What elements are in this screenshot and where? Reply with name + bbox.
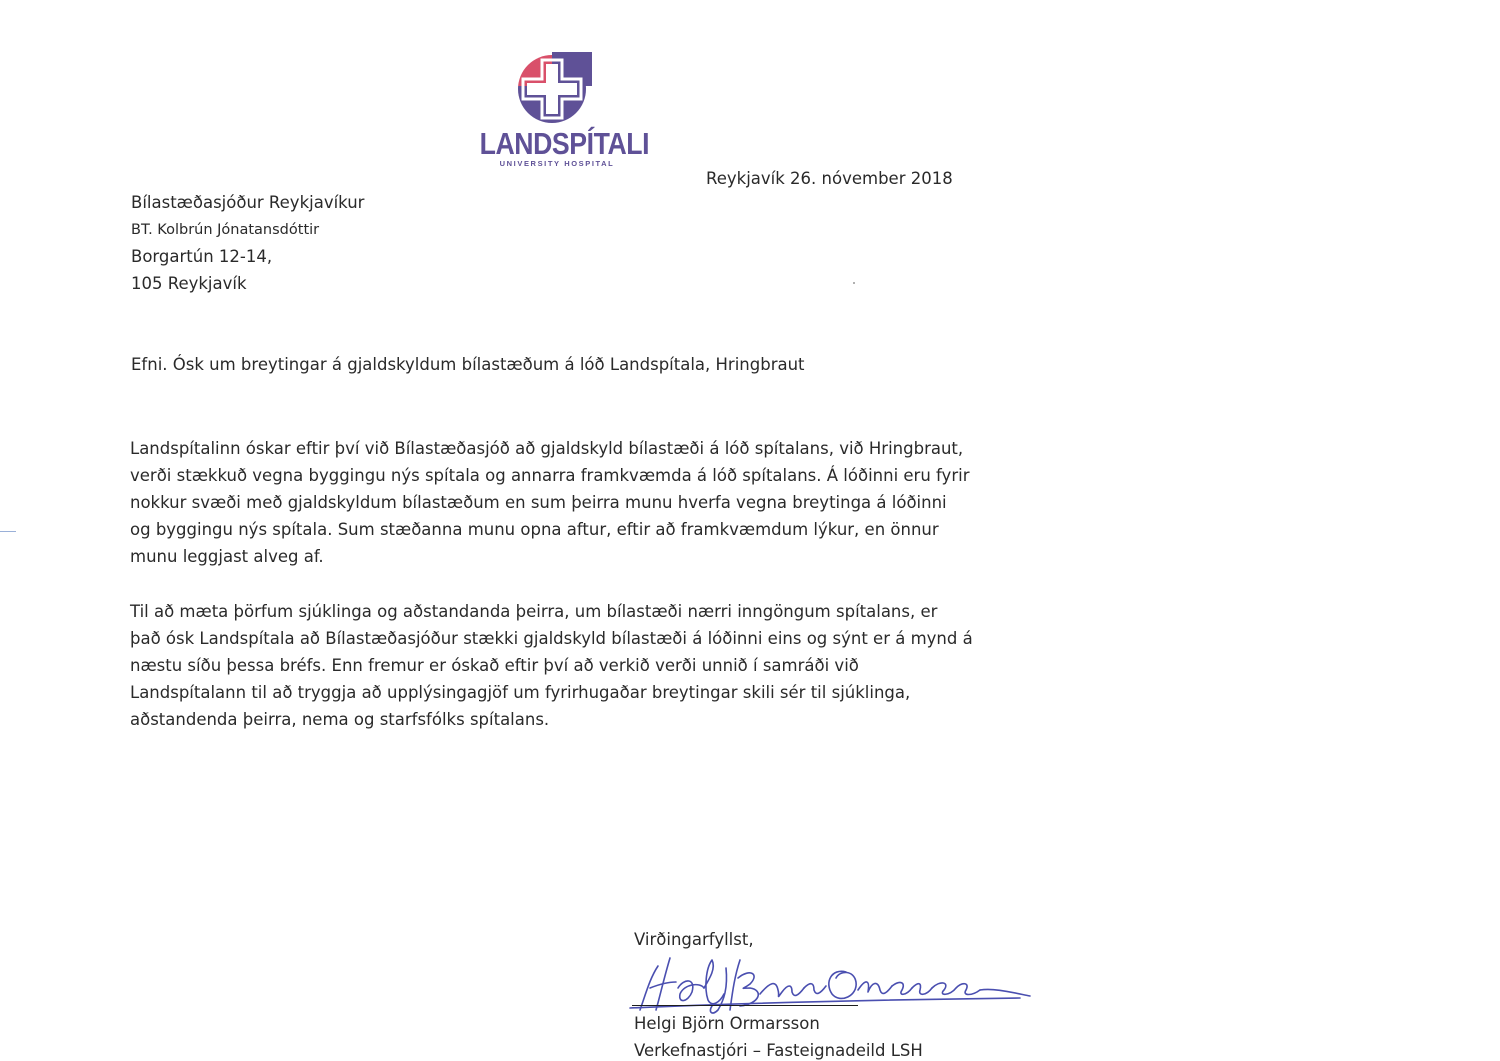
paragraph-line: aðstandenda þeirra, nema og starfsfólks spítalans. — [130, 710, 550, 729]
paragraph-line: það ósk Landspítala að Bílastæðasjóður stækki gjaldskyld bílastæði á lóðinni eins og sýnt er á mynd á — [130, 629, 973, 648]
subject-line: Efni. Ósk um breytingar á gjaldskyldum bílastæðum á lóð Landspítala, Hringbraut — [131, 355, 805, 374]
letter-date: Reykjavík 26. nóvember 2018 — [706, 169, 953, 188]
recipient-attention: BT. Kolbrún Jónatansdóttir — [131, 222, 320, 238]
body-paragraph-2 — [130, 598, 973, 733]
org-name: LANDSPÍTALI — [479, 126, 650, 161]
letterhead-logo — [460, 52, 650, 172]
paragraph-line: og byggingu nýs spítala. Sum stæðanna munu opna aftur, eftir að framkvæmdum lýkur, en önnur — [130, 520, 939, 539]
closing-salutation: Virðingarfyllst, — [634, 930, 754, 949]
handwritten-signature — [600, 938, 1050, 1018]
body-paragraph-1 — [130, 435, 969, 570]
org-subtitle: UNIVERSITY HOSPITAL — [499, 159, 615, 168]
recipient-name: Bílastæðasjóður Reykjavíkur — [131, 193, 365, 212]
signature-line — [632, 1005, 858, 1006]
signer-name: Helgi Björn Ormarsson — [634, 1014, 820, 1033]
paragraph-line: næstu síðu þessa bréfs. Enn fremur er óskað eftir því að verkið verði unnið í samráði við — [130, 656, 859, 675]
recipient-address — [131, 191, 364, 299]
signer-title: Verkefnastjóri – Fasteignadeild LSH — [634, 1041, 923, 1060]
hospital-cross-logo-icon — [510, 52, 600, 126]
scan-speck — [853, 282, 855, 284]
paragraph-line: verði stækkuð vegna byggingu nýs spítala og annarra framkvæmda á lóð spítalans. Á lóðinni eru fyrir — [130, 466, 970, 485]
recipient-city: 105 Reykjavík — [131, 274, 247, 293]
scan-margin-mark — [0, 531, 16, 532]
paragraph-line: nokkur svæði með gjaldskyldum bílastæðum en sum þeirra munu hverfa vegna breytinga á lóðinni — [130, 493, 947, 512]
paragraph-line: Landspítalann til að tryggja að upplýsingagjöf um fyrirhugaðar breytingar skili sér til sjúklinga, — [130, 683, 911, 702]
paragraph-line: Landspítalinn óskar eftir því við Bílastæðasjóð að gjaldskyld bílastæði á lóð spítalans, við Hringbraut, — [130, 439, 964, 458]
paragraph-line: munu leggjast alveg af. — [130, 547, 324, 566]
paragraph-line: Til að mæta þörfum sjúklinga og aðstandanda þeirra, um bílastæði nærri inngöngum spítalans, er — [130, 602, 938, 621]
recipient-street: Borgartún 12-14, — [131, 247, 273, 266]
